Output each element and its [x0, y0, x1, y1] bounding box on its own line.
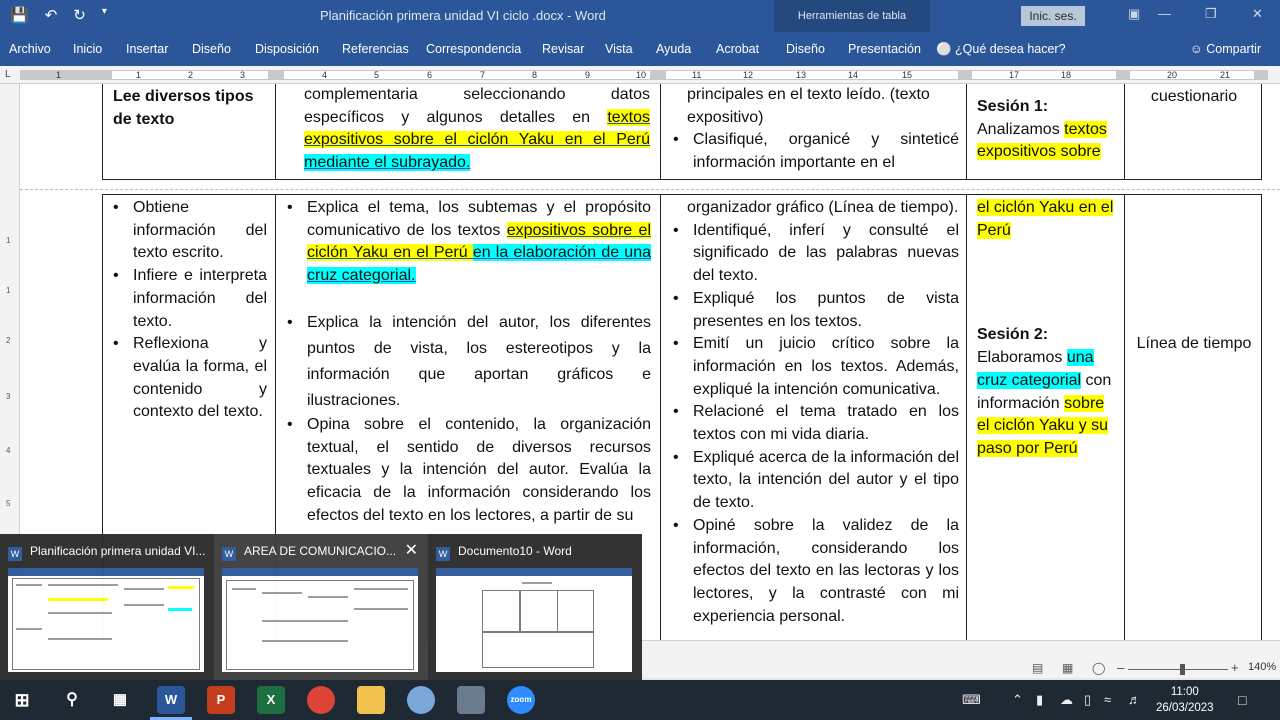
minimize-icon[interactable]: —: [1158, 6, 1171, 21]
zoom-out-icon[interactable]: –: [1117, 660, 1125, 675]
horizontal-ruler[interactable]: [0, 66, 1280, 84]
cloud-icon[interactable]: ☁: [1060, 692, 1073, 707]
excel-icon[interactable]: X: [257, 686, 285, 714]
ruler-number: 2: [6, 336, 11, 345]
ruler-number: 1: [6, 286, 11, 295]
zoom-slider[interactable]: [1128, 669, 1228, 670]
tab-acrobat[interactable]: Acrobat: [716, 42, 760, 56]
quick-access-toolbar: [10, 6, 107, 24]
zoom-slider-thumb[interactable]: [1180, 664, 1185, 675]
tab-ayuda[interactable]: Ayuda: [656, 42, 692, 56]
calculator-icon[interactable]: [457, 686, 485, 714]
ruler-number: 7: [480, 70, 486, 80]
search-icon[interactable]: ⚲: [66, 691, 78, 708]
tab-presentacion[interactable]: Presentación: [848, 42, 921, 56]
tab-selector-icon[interactable]: L: [5, 69, 11, 80]
evidence-cell: organizador gráfico (Línea de tiempo). • Identifiqué, inferí y consulté el significado de las palabras nuevas del texto. • Expliqué los puntos de vista presentes en los textos. • Emití un juicio crítico sobre la información en los textos. Además, expliqué la intención comunicativa. • Relacioné el tema tratado en los textos con mi vida diaria. • Expliqué acerca de la información del texto, la intención del autor y el tipo de texto. • Opiné sobre la validez de la información, considerando los efectos del texto en las lectoras y los lectores, y la contrasté con mi experiencia personal.: [669, 197, 959, 628]
ruler-number: 5: [6, 499, 11, 508]
ruler-number: 10: [636, 70, 647, 80]
tell-me-search[interactable]: ⚪ ¿Qué desea hacer?: [936, 42, 1066, 56]
word-icon: W: [222, 547, 236, 561]
ruler-number: 13: [796, 70, 807, 80]
customize-icon[interactable]: ▾: [101, 6, 107, 17]
window-preview[interactable]: W AREA DE COMUNICACIO... ✕: [214, 534, 428, 680]
person-icon: ☺: [1190, 42, 1207, 56]
capacities-cell: • Obtiene información del texto escrito. • Infiere e interpreta información del texto. • Reflexiona y evalúa la forma, el contenido y contexto del texto.: [109, 197, 267, 424]
tab-diseno[interactable]: Diseño: [192, 42, 231, 56]
ruler-number: 6: [427, 70, 433, 80]
zoom-icon[interactable]: zoom: [507, 686, 535, 714]
system-clock[interactable]: 11:00 26/03/2023: [1156, 686, 1214, 714]
redo-icon[interactable]: ↻: [73, 7, 86, 24]
tab-disposicion[interactable]: Disposición: [255, 42, 319, 56]
ruler-number: 4: [6, 446, 11, 455]
ruler-number: 4: [322, 70, 328, 80]
preview-thumbnail: [8, 568, 204, 672]
tab-vista[interactable]: Vista: [605, 42, 633, 56]
read-mode-icon[interactable]: ▤: [1032, 661, 1044, 675]
zoom-in-icon[interactable]: +: [1231, 660, 1239, 675]
close-preview-icon[interactable]: ✕: [404, 542, 418, 559]
page-break: [20, 180, 1280, 190]
tab-inicio[interactable]: Inicio: [73, 42, 103, 56]
ruler-number: 18: [1061, 70, 1072, 80]
ruler-number: 15: [902, 70, 913, 80]
preview-thumbnail: [222, 568, 418, 672]
print-layout-icon[interactable]: ▦: [1062, 661, 1074, 675]
ruler-number: 14: [848, 70, 859, 80]
instrument-cell: Línea de tiempo: [1136, 335, 1252, 352]
windows-taskbar: [0, 680, 1280, 720]
windows-start-icon[interactable]: ⊞: [14, 690, 30, 710]
tab-referencias[interactable]: Referencias: [342, 42, 409, 56]
signin-button[interactable]: Inic. ses.: [1021, 6, 1085, 26]
usb-icon[interactable]: ▯: [1084, 692, 1092, 707]
paint-icon[interactable]: [407, 686, 435, 714]
ruler-number: 1: [56, 70, 62, 80]
chevron-up-icon[interactable]: ⌃: [1012, 692, 1023, 707]
restore-icon[interactable]: ❐: [1205, 6, 1217, 21]
tab-insertar[interactable]: Insertar: [126, 42, 169, 56]
table-row: [102, 84, 1262, 180]
taskbar-preview-popup: [0, 534, 642, 680]
ruler-number: 12: [743, 70, 754, 80]
ruler-number: 8: [532, 70, 538, 80]
ruler-number: 9: [585, 70, 591, 80]
contextual-tab-label: Herramientas de tabla: [774, 0, 930, 32]
ruler-number: 21: [1220, 70, 1231, 80]
ruler-number: 17: [1009, 70, 1020, 80]
ruler-number: 11: [692, 70, 702, 80]
tab-correspondencia[interactable]: Correspondencia: [426, 42, 522, 56]
performance-cell: • Explica el tema, los subtemas y el propósito comunicativo de los textos expositivos sobre el ciclón Yaku en el Perú en la elaboración de una cruz categorial. • Explica la intención del autor, los diferentes puntos de vista, los estereotipos y la información que aportan gráficos e ilustraciones. • Opina sobre el contenido, la organización textual, el sentido de diversos recursos textuales y la intención del autor. Evalúa la eficacia de la información considerando los efectos del texto en los lectores, a partir de su: [283, 197, 651, 527]
title-bar: [0, 0, 1280, 32]
file-explorer-icon[interactable]: [357, 686, 385, 714]
window-preview[interactable]: W Documento10 - Word: [428, 534, 642, 680]
ruler-number: 1: [6, 236, 11, 245]
window-preview[interactable]: W Planificación primera unidad VI...: [0, 534, 214, 680]
tab-revisar[interactable]: Revisar: [542, 42, 585, 56]
evidence-cell: principales en el texto leído. (texto expositivo) • Clasifiqué, organicé y sinteticé información importante en el: [669, 84, 959, 175]
ruler-number: 1: [136, 70, 142, 80]
criteria-cell: complementaria seleccionando datos específicos y algunos detalles en textos expositivos sobre el ciclón Yaku en el Perú mediante el subrayado.: [304, 86, 650, 172]
wifi-icon[interactable]: ≈: [1104, 692, 1112, 707]
session-cell: el ciclón Yaku en el Perú Sesión 2: Elaboramos una cruz categorial con información sobre el ciclón Yaku y su paso por Perú: [977, 199, 1114, 457]
ruler-number: 3: [240, 70, 246, 80]
web-layout-icon[interactable]: ◯: [1092, 661, 1106, 675]
preview-thumbnail: [436, 568, 632, 672]
keyboard-icon[interactable]: ⌨: [962, 692, 981, 707]
task-view-icon[interactable]: ▦: [112, 691, 128, 708]
undo-icon[interactable]: ↶: [44, 7, 58, 24]
session-cell: Sesión 1: Analizamos textos expositivos sobre: [977, 98, 1107, 161]
zoom-level[interactable]: 140%: [1248, 661, 1277, 673]
share-button[interactable]: ☺ Compartir: [1190, 42, 1262, 56]
competence-cell: Lee diversos tipos de texto: [113, 88, 254, 128]
word-icon: W: [436, 547, 450, 561]
word-icon: W: [8, 547, 22, 561]
lightbulb-icon: ⚪: [936, 42, 956, 56]
ruler-number: 2: [188, 70, 194, 80]
notifications-icon[interactable]: □: [1238, 692, 1247, 708]
tab-table-design[interactable]: Diseño: [786, 42, 825, 56]
battery-icon[interactable]: ▮: [1036, 692, 1044, 707]
chrome-icon[interactable]: [307, 686, 335, 714]
tab-archivo[interactable]: Archivo: [9, 42, 51, 56]
save-icon[interactable]: 💾: [10, 7, 29, 24]
ruler-number: 20: [1167, 70, 1178, 80]
volume-icon[interactable]: ♬: [1128, 692, 1141, 707]
window-title: Planificación primera unidad VI ciclo .docx - Word: [320, 8, 606, 23]
ribbon-tabs: [0, 32, 1280, 66]
powerpoint-icon[interactable]: P: [207, 686, 235, 714]
word-icon[interactable]: W: [157, 686, 185, 714]
instrument-cell: cuestionario: [1150, 88, 1238, 105]
ruler-number: 3: [6, 392, 11, 401]
close-window-icon[interactable]: ✕: [1252, 6, 1263, 21]
ruler-number: 5: [374, 70, 380, 80]
ribbon-display-icon[interactable]: ▣: [1128, 6, 1141, 21]
